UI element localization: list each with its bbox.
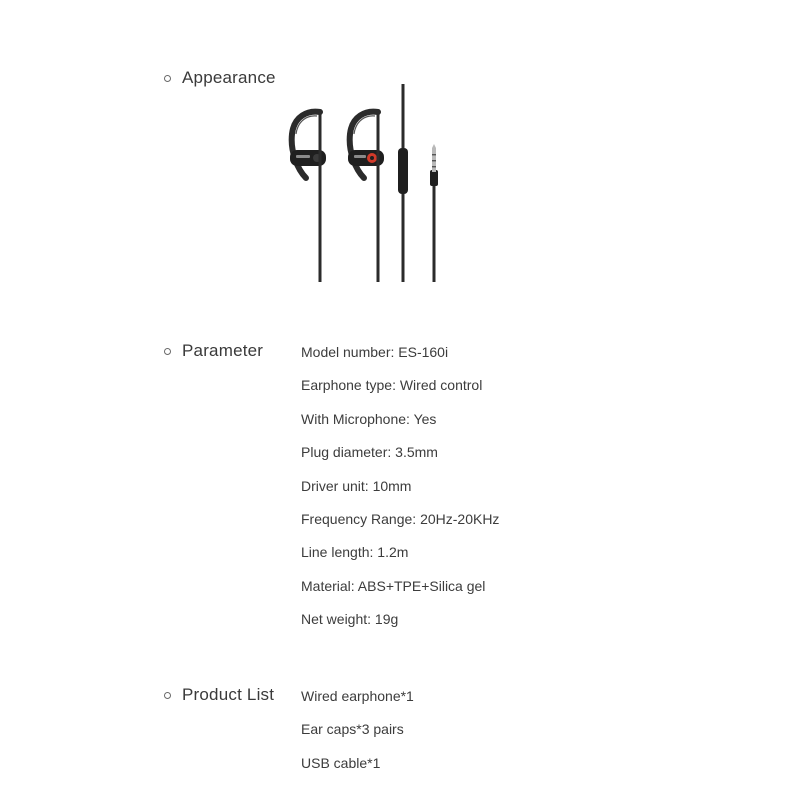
parameter-driver-unit: Driver unit: 10mm: [301, 477, 412, 494]
circle-bullet-icon: [164, 348, 171, 355]
appearance-heading-label: Appearance: [182, 68, 276, 87]
product-item-usb-cable: USB cable*1: [301, 754, 381, 771]
product-list-heading-label: Product List: [182, 685, 275, 704]
product-list-heading: [164, 685, 274, 705]
inline-remote: [398, 148, 408, 194]
circle-bullet-icon: [164, 692, 171, 699]
product-list: [301, 686, 414, 786]
parameter-frequency-range: Frequency Range: 20Hz-20KHz: [301, 510, 500, 527]
parameter-heading-label: Parameter: [182, 341, 264, 360]
parameter-microphone: With Microphone: Yes: [301, 410, 437, 427]
parameter-plug-diameter: Plug diameter: 3.5mm: [301, 444, 438, 461]
parameter-net-weight: Net weight: 19g: [301, 611, 399, 628]
parameter-earphone-type: Earphone type: Wired control: [301, 377, 483, 394]
product-item-ear-caps: Ear caps*3 pairs: [301, 721, 404, 738]
plug-housing: [430, 170, 438, 186]
parameter-line-length: Line length: 1.2m: [301, 544, 409, 561]
right-ear-hook: [350, 112, 378, 178]
parameter-heading: [164, 341, 263, 361]
appearance-heading: [164, 68, 276, 88]
product-item-earphone: Wired earphone*1: [301, 688, 414, 704]
parameter-material: Material: ABS+TPE+Silica gel: [301, 577, 486, 594]
parameter-list: [301, 342, 499, 643]
circle-bullet-icon: [164, 75, 171, 82]
earphone-product-image: [262, 82, 452, 287]
left-ear-hook: [292, 112, 320, 178]
parameter-model-number: Model number: ES-160i: [301, 344, 449, 360]
